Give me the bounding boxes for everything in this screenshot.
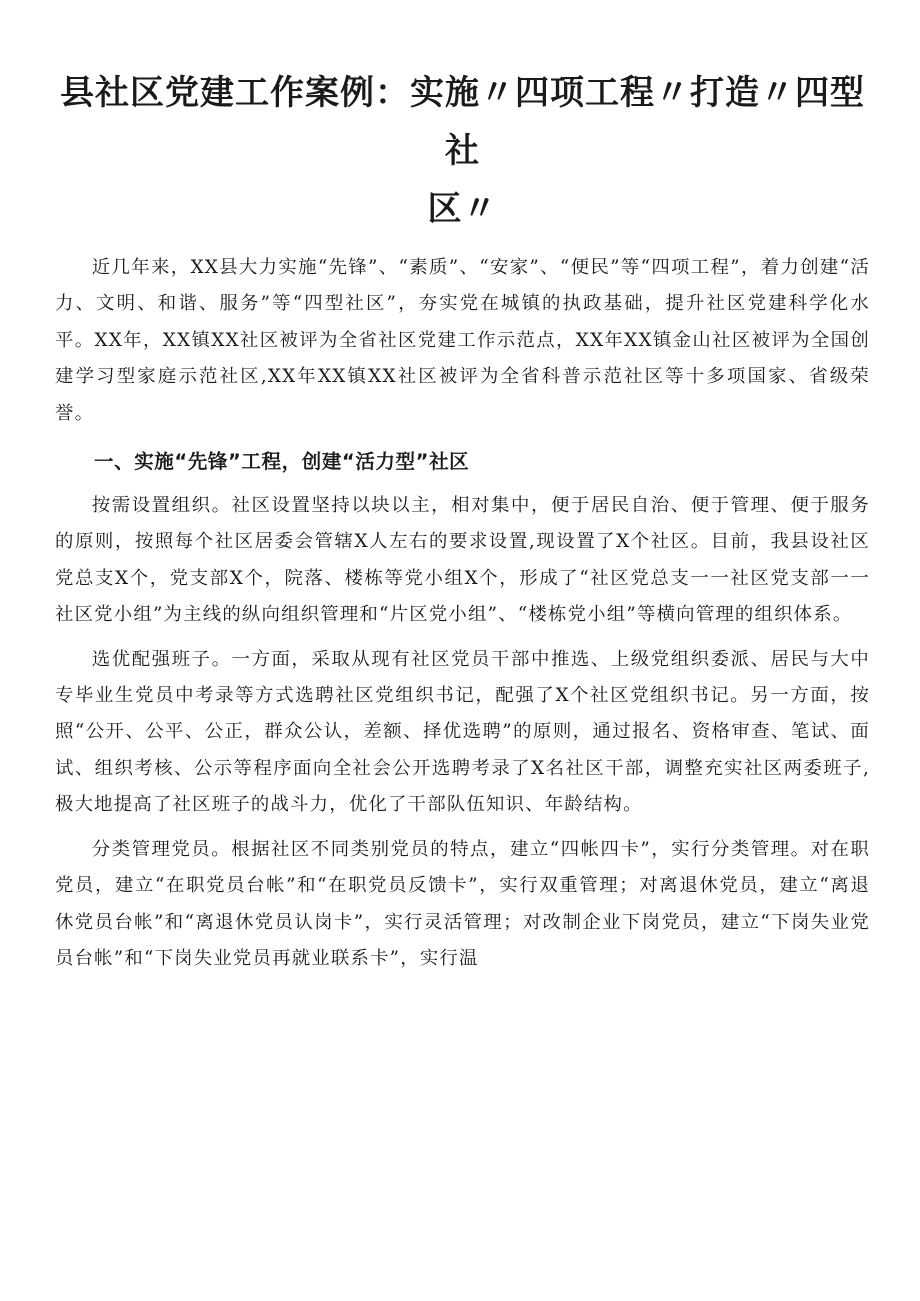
intro-paragraph: 近几年来，XX县大力实施“先锋”、“素质”、“安家”、“便民”等“四项工程”，着力创建“活力、文明、和谐、服务”等“四型社区”，夯实党在城镇的执政基础，提升社区党建科学化水平。XX年，XX镇XX社区被评为全省社区党建工作示范点，XX年XX镇金山社区被评为全国创建学习型家庭示范社区,XX年XX镇XX社区被评为全省科普示范社区等十多项国家、省级荣誉。 (55, 257, 870, 424)
body-paragraph: 选优配强班子。一方面，采取从现有社区党员干部中推选、上级党组织委派、居民与大中专毕业生党员中考录等方式选聘社区党组织书记，配强了X个社区党组织书记。另一方面，按照“公开、公平、公正，群众公认，差额、择优选聘”的原则，通过报名、资格审查、笔试、面试、组织考核、公示等程序面向全社会公开选聘考录了X名社区干部，调整充实社区两委班子,极大地提高了社区班子的战斗力，优化了干部队伍知识、年龄结构。 (55, 648, 870, 816)
section-heading: 一、实施“先锋”工程，创建“活力型”社区 (94, 450, 470, 474)
spacer (55, 634, 870, 642)
spacer (55, 432, 870, 440)
title-line-2: 区〃 (427, 189, 498, 229)
body-paragraph: 按需设置组织。社区设置坚持以块以主，相对集中，便于居民自治、便于管理、便于服务的原则，按照每个社区居委会管辖X人左右的要求设置,现设置了X个社区。目前，我县设社区党总支X个，党支部X个，院落、楼栋等党小组X个，形成了“社区党总支一一社区党支部一一社区党小组”为主线的纵向组织管理和“片区党小组”、“楼栋党小组”等横向管理的组织体系。 (55, 495, 870, 626)
spacer (55, 824, 870, 832)
body-paragraph: 分类管理党员。根据社区不同类别党员的特点，建立“四帐四卡”，实行分类管理。对在职党员，建立“在职党员台帐”和“在职党员反馈卡”，实行双重管理；对离退休党员，建立“离退休党员台帐”和“离退休党员认岗卡”，实行灵活管理；对改制企业下岗党员，建立“下岗失业党员台帐”和“下岗失业党员再就业联系卡”，实行温 (55, 838, 870, 969)
title-line-1: 县社区党建工作案例：实施〃四项工程〃打造〃四型社 (60, 73, 865, 171)
document-title (55, 64, 870, 238)
